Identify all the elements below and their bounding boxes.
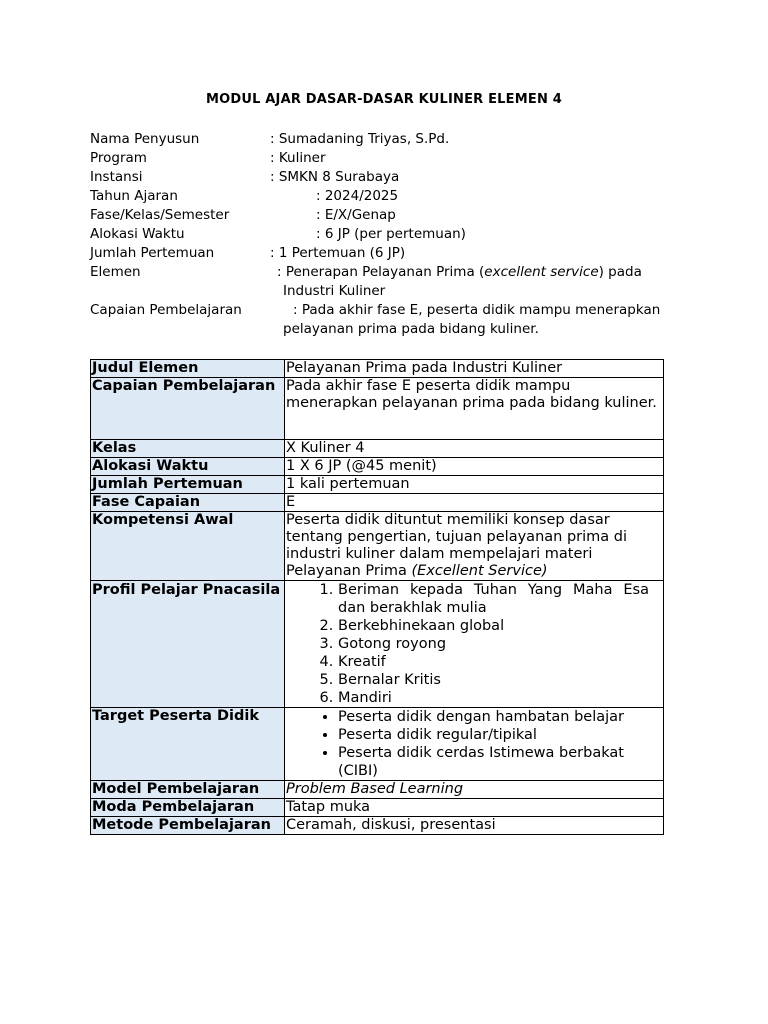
- row-label: Profil Pelajar Pnacasila: [91, 581, 285, 708]
- info-label: Nama Penyusun: [90, 131, 200, 147]
- info-label: Tahun Ajaran: [90, 188, 178, 204]
- row-value: Pada akhir fase E peserta didik mampu menerapkan pelayanan prima pada bidang kuliner.: [285, 378, 664, 440]
- list-item: 5. Bernalar Kritis: [338, 671, 649, 689]
- row-value: Tatap muka: [285, 799, 664, 817]
- info-value-continued: pelayanan prima pada bidang kuliner.: [283, 321, 539, 337]
- info-value: : 1 Pertemuan (6 JP): [270, 245, 406, 261]
- table-row-model: [91, 781, 664, 799]
- row-value: Peserta didik dituntut memiliki konsep dasar tentang pengertian, tujuan pelayanan prima di industri kuliner dalam mempelajari materi Pelayanan Prima (Excellent Service): [285, 512, 664, 581]
- row-label: Fase Capaian: [91, 494, 285, 512]
- list-item: • Peserta didik regular/tipikal: [338, 726, 649, 744]
- info-label: Capaian Pembelajaran: [90, 302, 242, 318]
- profil-list: [286, 581, 663, 707]
- row-value: Pelayanan Prima pada Industri Kuliner: [285, 360, 664, 378]
- list-item: • Peserta didik cerdas Istimewa berbakat (CIBI): [338, 744, 649, 780]
- info-label: Program: [90, 150, 147, 166]
- row-value: 1 X 6 JP (@45 menit): [285, 458, 664, 476]
- row-label: Kompetensi Awal: [91, 512, 285, 581]
- module-detail-table: [90, 359, 664, 835]
- row-label: Jumlah Pertemuan: [91, 476, 285, 494]
- info-value: : 2024/2025: [316, 188, 399, 204]
- info-label: Jumlah Pertemuan: [90, 245, 215, 261]
- info-row-jumlah: [90, 244, 690, 263]
- info-row-elemen: [90, 263, 690, 301]
- row-value: Problem Based Learning: [285, 781, 664, 799]
- row-value: 1 kali pertemuan: [285, 476, 664, 494]
- document-title: MODUL AJAR DASAR-DASAR KULINER ELEMEN 4: [205, 92, 563, 107]
- info-row-fase: [90, 206, 690, 225]
- info-value: : Penerapan Pelayanan Prima (excellent service) pada: [277, 264, 642, 280]
- table-row-alokasi: [91, 458, 664, 476]
- info-value: : Sumadaning Triyas, S.Pd.: [270, 131, 450, 147]
- info-row-program: [90, 149, 690, 168]
- table-row-moda: [91, 799, 664, 817]
- info-row-tahun-ajaran: [90, 187, 690, 206]
- info-value: : Kuliner: [270, 150, 326, 166]
- info-label: Instansi: [90, 169, 143, 185]
- row-value: [285, 708, 664, 781]
- row-value: E: [285, 494, 664, 512]
- row-label: Alokasi Waktu: [91, 458, 285, 476]
- list-item: 3. Gotong royong: [338, 635, 649, 653]
- list-item: 6. Mandiri: [338, 689, 649, 707]
- row-label: Capaian Pembelajaran: [91, 378, 285, 440]
- info-row-nama-penyusun: [90, 130, 690, 149]
- list-item: 1. Beriman kepada Tuhan Yang Maha Esa dan berakhlak mulia: [338, 581, 649, 617]
- table-row-kelas: [91, 440, 664, 458]
- table-row-fase: [91, 494, 664, 512]
- info-label: Elemen: [90, 264, 141, 280]
- info-value: : Pada akhir fase E, peserta didik mampu menerapkan: [293, 302, 661, 318]
- row-label: Moda Pembelajaran: [91, 799, 285, 817]
- row-label: Kelas: [91, 440, 285, 458]
- table-row-jumlah: [91, 476, 664, 494]
- list-item: 2. Berkebhinekaan global: [338, 617, 649, 635]
- info-value: : 6 JP (per pertemuan): [316, 226, 466, 242]
- row-value: X Kuliner 4: [285, 440, 664, 458]
- row-label: Model Pembelajaran: [91, 781, 285, 799]
- row-label: Judul Elemen: [91, 360, 285, 378]
- list-item: • Peserta didik dengan hambatan belajar: [338, 708, 649, 726]
- table-row-kompetensi: [91, 512, 664, 581]
- info-row-alokasi: [90, 225, 690, 244]
- info-row-capaian: [90, 301, 690, 339]
- table-row-profil: [91, 581, 664, 708]
- info-value: : E/X/Genap: [316, 207, 396, 223]
- info-label: Alokasi Waktu: [90, 226, 185, 242]
- target-list: [286, 708, 663, 780]
- info-row-instansi: [90, 168, 690, 187]
- row-label: Target Peserta Didik: [91, 708, 285, 781]
- info-value-continued: Industri Kuliner: [283, 283, 386, 299]
- table-row-judul-elemen: [91, 360, 664, 378]
- row-value: Ceramah, diskusi, presentasi: [285, 817, 664, 835]
- list-item: 4. Kreatif: [338, 653, 649, 671]
- table-row-target: [91, 708, 664, 781]
- table-row-metode: [91, 817, 664, 835]
- module-info: [90, 130, 690, 339]
- info-value: : SMKN 8 Surabaya: [270, 169, 400, 185]
- table-row-capaian: [91, 378, 664, 440]
- info-label: Fase/Kelas/Semester: [90, 207, 230, 223]
- row-value: [285, 581, 664, 708]
- row-label: Metode Pembelajaran: [91, 817, 285, 835]
